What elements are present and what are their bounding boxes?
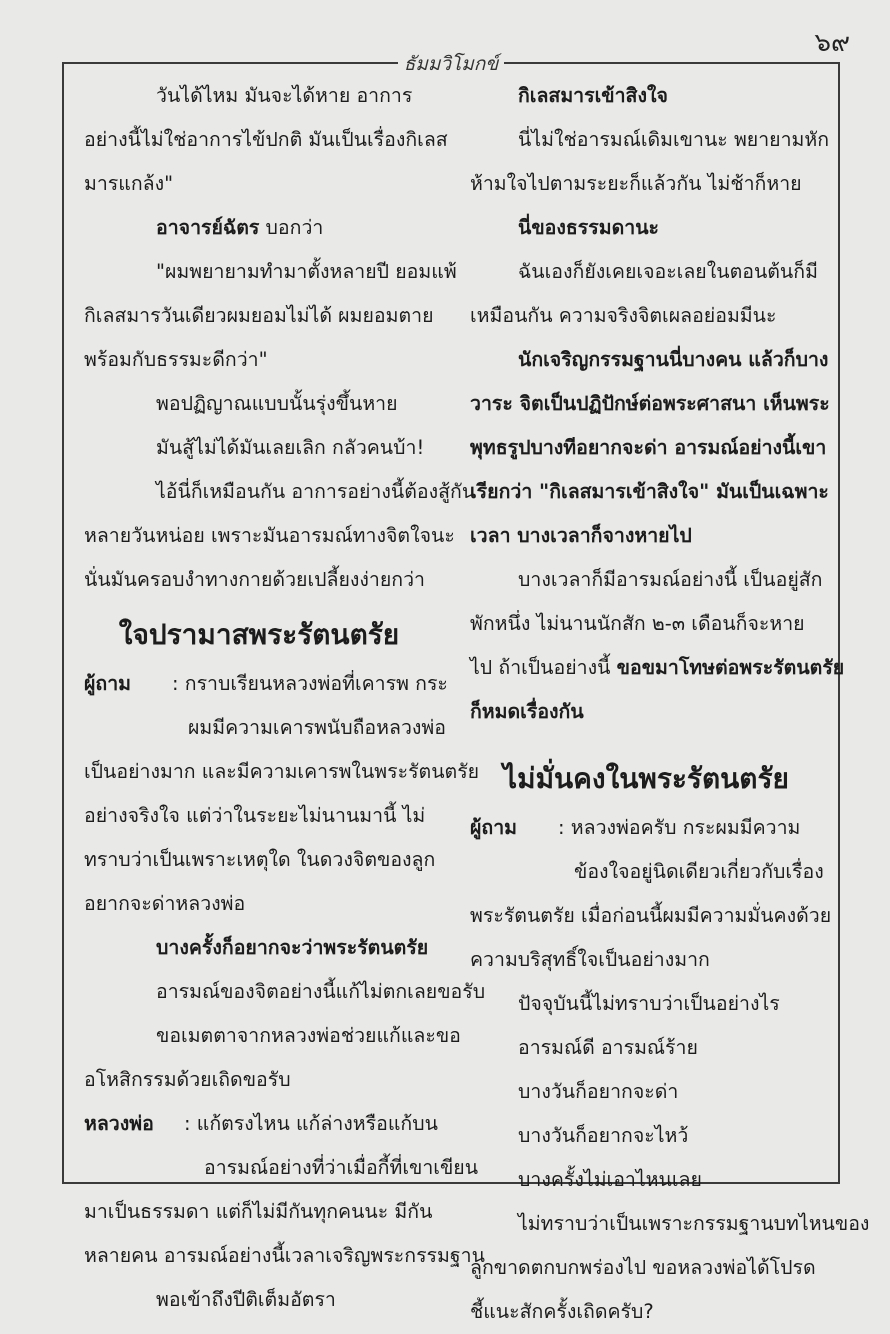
left-column [84, 74, 486, 1322]
bold-text: ขอขมาโทษต่อพระรัตนตรัย [616, 656, 845, 679]
questioner-label: ผู้ถาม [470, 816, 518, 839]
paragraph-line: วันได้ไหม มันจะได้หาย อาการ [156, 84, 413, 107]
verse-line: บางวันก็อยากจะด่า [518, 1080, 679, 1103]
question-line: ลูกขาดตกบกพร่องไป ขอหลวงพ่อได้โปรด [470, 1256, 816, 1279]
answer-text: : แก้ตรงไหน แก้ล่างหรือแก้บน [184, 1112, 438, 1135]
answer-line: อารมณ์อย่างที่ว่าเมื่อกี้ที่เขาเขียน [204, 1156, 479, 1179]
page-frame [62, 53, 870, 1323]
speaker-verb: บอกว่า [259, 216, 324, 239]
bold-line: พุทธรูปบางทีอยากจะด่า อารมณ์อย่างนี้เขา [470, 436, 827, 459]
question-line: พระรัตนตรัย เมื่อก่อนนี้ผมมีความมั่นคงด้วย [470, 904, 832, 927]
answer-line [84, 1102, 438, 1146]
question-line: ข้องใจอยู่นิดเดียวเกี่ยวกับเรื่อง [574, 860, 824, 883]
question-line: อารมณ์ของจิตอย่างนี้แก้ไม่ตกเลยขอรับ [156, 980, 486, 1003]
bold-line: กิเลสมารเข้าสิงใจ [518, 84, 668, 107]
quote-line: "ผมพยายามทำมาตั้งหลายปี ยอมแพ้ [156, 260, 457, 283]
question-line: ทราบว่าเป็นเพราะเหตุใด ในดวงจิตของลูก [84, 848, 436, 871]
verse-line: ปัจจุบันนี้ไม่ทราบว่าเป็นอย่างไร [518, 992, 780, 1015]
paragraph-line: ฉันเองก็ยังเคยเจอะเลยในตอนต้นก็มี [518, 260, 818, 283]
paragraph-line [470, 646, 845, 690]
bold-line: บางครั้งก็อยากจะว่าพระรัตนตรัย [156, 936, 429, 959]
paragraph-line: บางเวลาก็มีอารมณ์อย่างนี้ เป็นอยู่สัก [518, 568, 823, 591]
answer-line: มาเป็นธรรมดา แต่ก็ไม่มีกันทุกคนนะ มีกัน [84, 1200, 433, 1223]
section-heading: ใจปรามาสพระรัตนตรัย [118, 618, 400, 651]
question-line: อโหสิกรรมด้วยเถิดขอรับ [84, 1068, 291, 1091]
question-line: ความบริสุทธิ์ใจเป็นอย่างมาก [470, 948, 710, 971]
right-column [470, 74, 870, 1334]
page-number: ๖๙ [814, 28, 850, 58]
speaker-line [84, 206, 434, 250]
paragraph-line: นั่นมันครอบงำทางกายด้วยเปลี้ยงง่ายกว่า [84, 568, 426, 591]
question-line: ขอเมตตาจากหลวงพ่อช่วยแก้และขอ [156, 1024, 461, 1047]
answer-line: หลายคน อารมณ์อย่างนี้เวลาเจริญพระกรรมฐาน [84, 1244, 485, 1267]
quote-line: พร้อมกับธรรมะดีกว่า" [84, 348, 268, 371]
bold-line: เวลา บางเวลาก็จางหายไป [470, 524, 692, 547]
bold-line: ก็หมดเรื่องกัน [470, 700, 584, 723]
question-line: เป็นอย่างมาก และมีความเคารพในพระรัตนตรัย [84, 760, 480, 783]
plain-text: ไป ถ้าเป็นอย่างนี้ [470, 656, 617, 679]
paragraph-line: ไอ้นี่ก็เหมือนกัน อาการอย่างนี้ต้องสู้กัน [156, 480, 476, 503]
paragraph-line: อย่างนี้ไม่ใช่อาการไข้ปกติ มันเป็นเรื่องกิเลส [84, 128, 448, 151]
answer-line: พอเข้าถึงปีติเต็มอัตรา [156, 1288, 336, 1311]
paragraph-line: มารแกล้ง" [84, 172, 174, 195]
question-line: อย่างจริงใจ แต่ว่าในระยะไม่นานมานี้ ไม่ [84, 804, 426, 827]
quote-line: กิเลสมารวันเดียวผมยอมไม่ได้ ผมยอมตาย [84, 304, 434, 327]
bold-line: เรียกว่า "กิเลสมารเข้าสิงใจ" มันเป็นเฉพาะ [470, 480, 829, 503]
question-line [470, 806, 822, 850]
question-line: ผมมีความเคารพนับถือหลวงพ่อ [188, 716, 446, 739]
paragraph-line: เหมือนกัน ความจริงจิตเผลอย่อมมีนะ [470, 304, 777, 327]
verse-line: บางครั้งไม่เอาไหนเลย [518, 1168, 702, 1191]
verse-line: บางวันก็อยากจะไหว้ [518, 1124, 689, 1147]
bold-line: นักเจริญกรรมฐานนี่บางคน แล้วก็บาง [518, 348, 829, 371]
paragraph-line: หลายวันหน่อย เพราะมันอารมณ์ทางจิตใจนะ [84, 524, 455, 547]
bold-line: วาระ จิตเป็นปฏิปักษ์ต่อพระศาสนา เห็นพระ [470, 392, 830, 415]
header-title: ธัมมวิโมกข์ [398, 53, 505, 75]
question-line [84, 662, 448, 706]
question-text: : กราบเรียนหลวงพ่อที่เคารพ กระ [172, 672, 448, 695]
question-line: ชี้แนะสักครั้งเถิดครับ? [470, 1300, 654, 1323]
bold-line: นี่ของธรรมดานะ [518, 216, 660, 239]
question-line: ไม่ทราบว่าเป็นเพราะกรรมฐานบทไหนของ [518, 1212, 870, 1235]
questioner-label: ผู้ถาม [84, 672, 132, 695]
question-line: อยากจะด่าหลวงพ่อ [84, 892, 246, 915]
verse-line: อารมณ์ดี อารมณ์ร้าย [518, 1036, 698, 1059]
verse-line: พอปฏิญาณแบบนั้นรุ่งขึ้นหาย [156, 392, 398, 415]
section-heading: ไม่มั่นคงในพระรัตนตรัย [503, 762, 789, 795]
question-text: : หลวงพ่อครับ กระผมมีความ [558, 816, 801, 839]
paragraph-line: ห้ามใจไปตามระยะก็แล้วกัน ไม่ช้าก็หาย [470, 172, 802, 195]
verse-line: มันสู้ไม่ได้มันเลยเลิก กลัวคนบ้า! [156, 436, 425, 459]
paragraph-line: พักหนึ่ง ไม่นานนักสัก ๒-๓ เดือนก็จะหาย [470, 612, 805, 635]
speaker-name: อาจารย์ฉัตร [156, 216, 260, 239]
paragraph-line: นี่ไม่ใช่อารมณ์เดิมเขานะ พยายามหัก [518, 128, 830, 151]
answerer-label: หลวงพ่อ [84, 1112, 154, 1135]
